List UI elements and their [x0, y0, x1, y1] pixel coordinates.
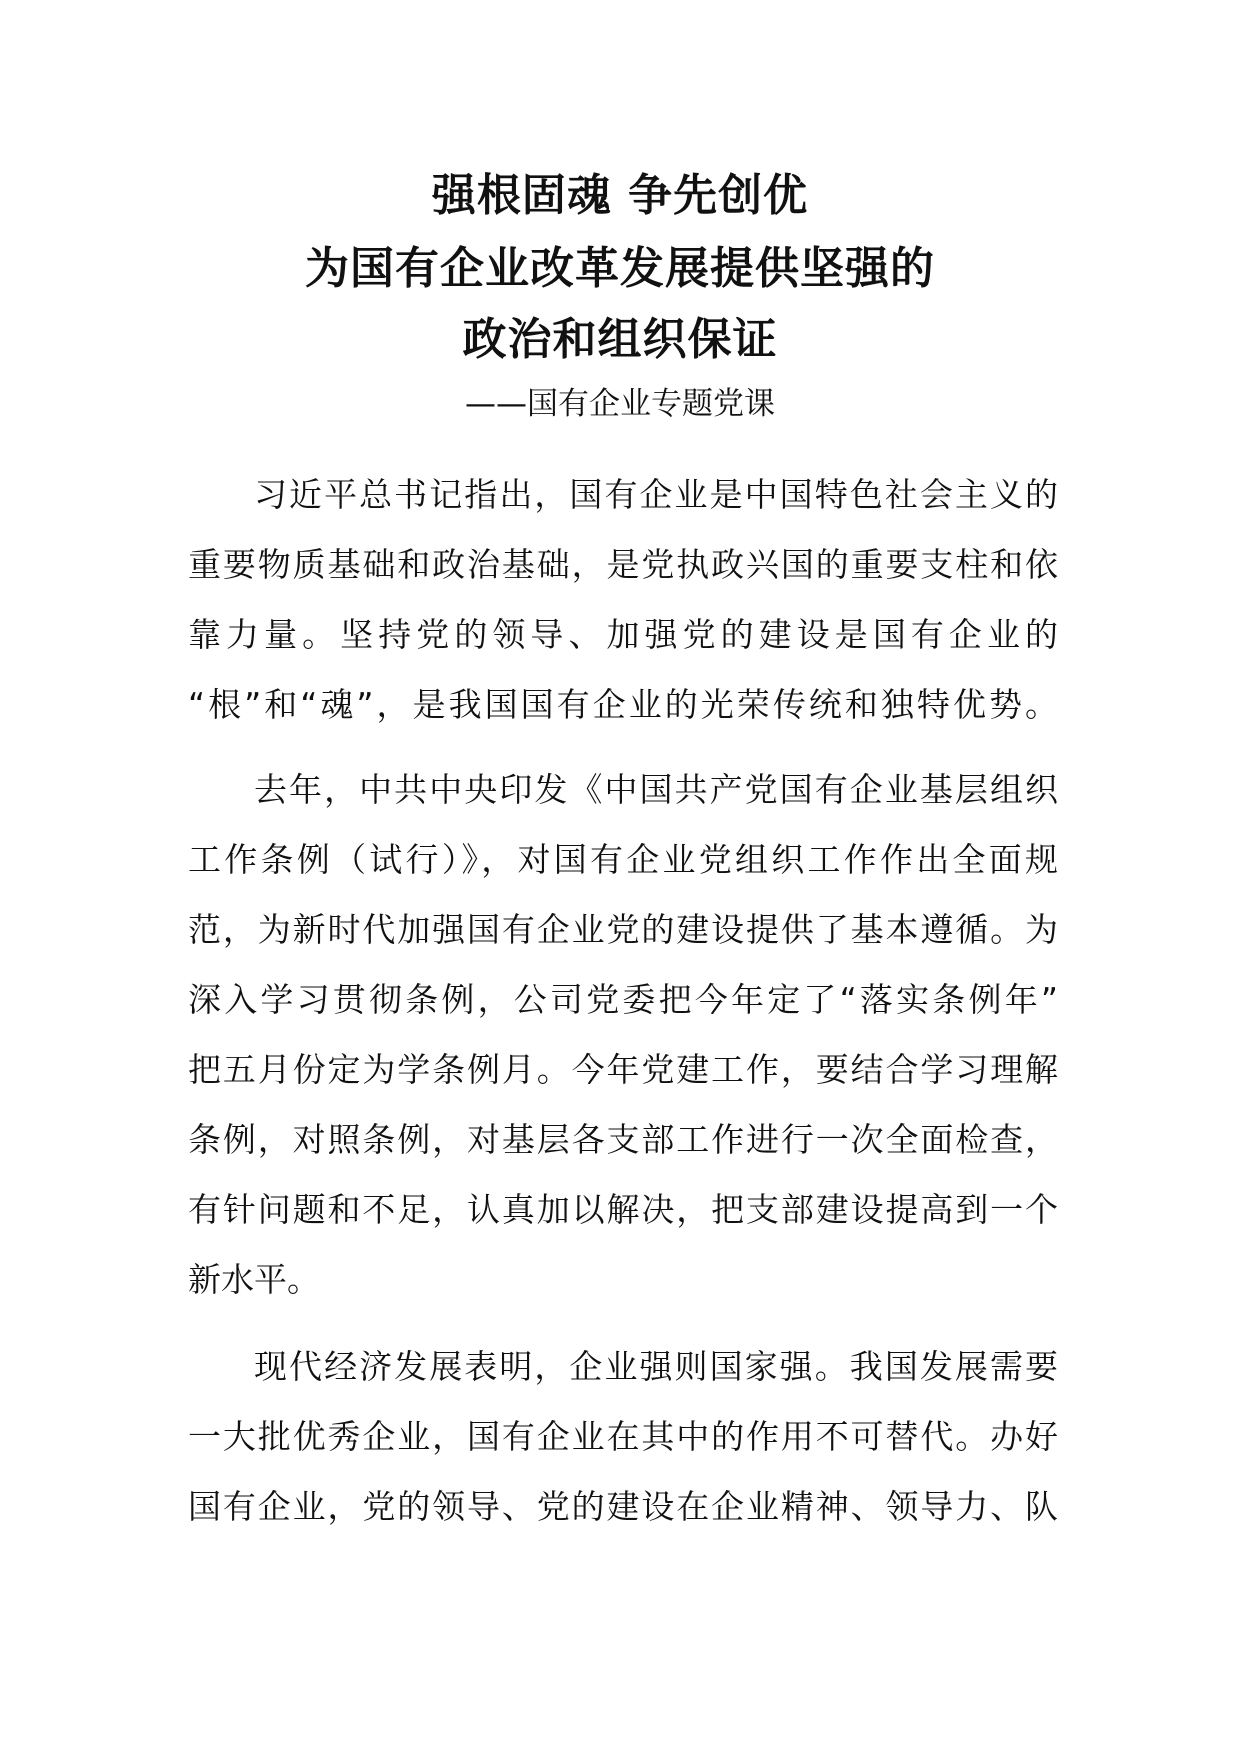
title-line-3: 政治和组织保证: [462, 314, 778, 365]
paragraph-line: 条例，对照条例，对基层各支部工作进行一次全面检查，: [188, 1120, 1058, 1159]
paragraph-line: 国有企业，党的领导、党的建设在企业精神、领导力、队: [188, 1487, 1058, 1526]
paragraph-line: 范，为新时代加强国有企业党的建设提供了基本遵循。为: [188, 910, 1058, 949]
paragraph-line: 重要物质基础和政治基础，是党执政兴国的重要支柱和依: [188, 545, 1058, 584]
paragraph-line: “根”和“魂”，是我国国有企业的光荣传统和独特优势。: [188, 685, 1058, 724]
paragraph-line: 把五月份定为学条例月。今年党建工作，要结合学习理解: [188, 1050, 1058, 1089]
paragraph-line: 新水平。: [188, 1260, 320, 1299]
paragraph-line: 有针问题和不足，认真加以解决，把支部建设提高到一个: [188, 1190, 1058, 1229]
paragraph-2: [188, 755, 1058, 1315]
paragraph-line: 习近平总书记指出，国有企业是中国特色社会主义的: [254, 475, 1058, 514]
paragraph-3: [188, 1332, 1058, 1542]
paragraph-line: 深入学习贯彻条例，公司党委把今年定了“落实条例年”: [188, 980, 1058, 1019]
paragraph-line: 工作条例（试行）》，对国有企业党组织工作作出全面规: [188, 840, 1058, 879]
paragraph-line: 靠力量。坚持党的领导、加强党的建设是国有企业的: [188, 615, 1058, 654]
paragraph-line: 现代经济发展表明，企业强则国家强。我国发展需要: [254, 1347, 1058, 1386]
paragraph-line: 去年，中共中央印发《中国共产党国有企业基层组织: [254, 770, 1058, 809]
subtitle: ——国有企业专题党课: [465, 386, 775, 422]
paragraph-1: [188, 460, 1058, 740]
title-line-2: 为国有企业改革发展提供坚强的: [305, 243, 935, 294]
title-line-1: 强根固魂 争先创优: [431, 170, 809, 221]
paragraph-line: 一大批优秀企业，国有企业在其中的作用不可替代。办好: [188, 1417, 1058, 1456]
